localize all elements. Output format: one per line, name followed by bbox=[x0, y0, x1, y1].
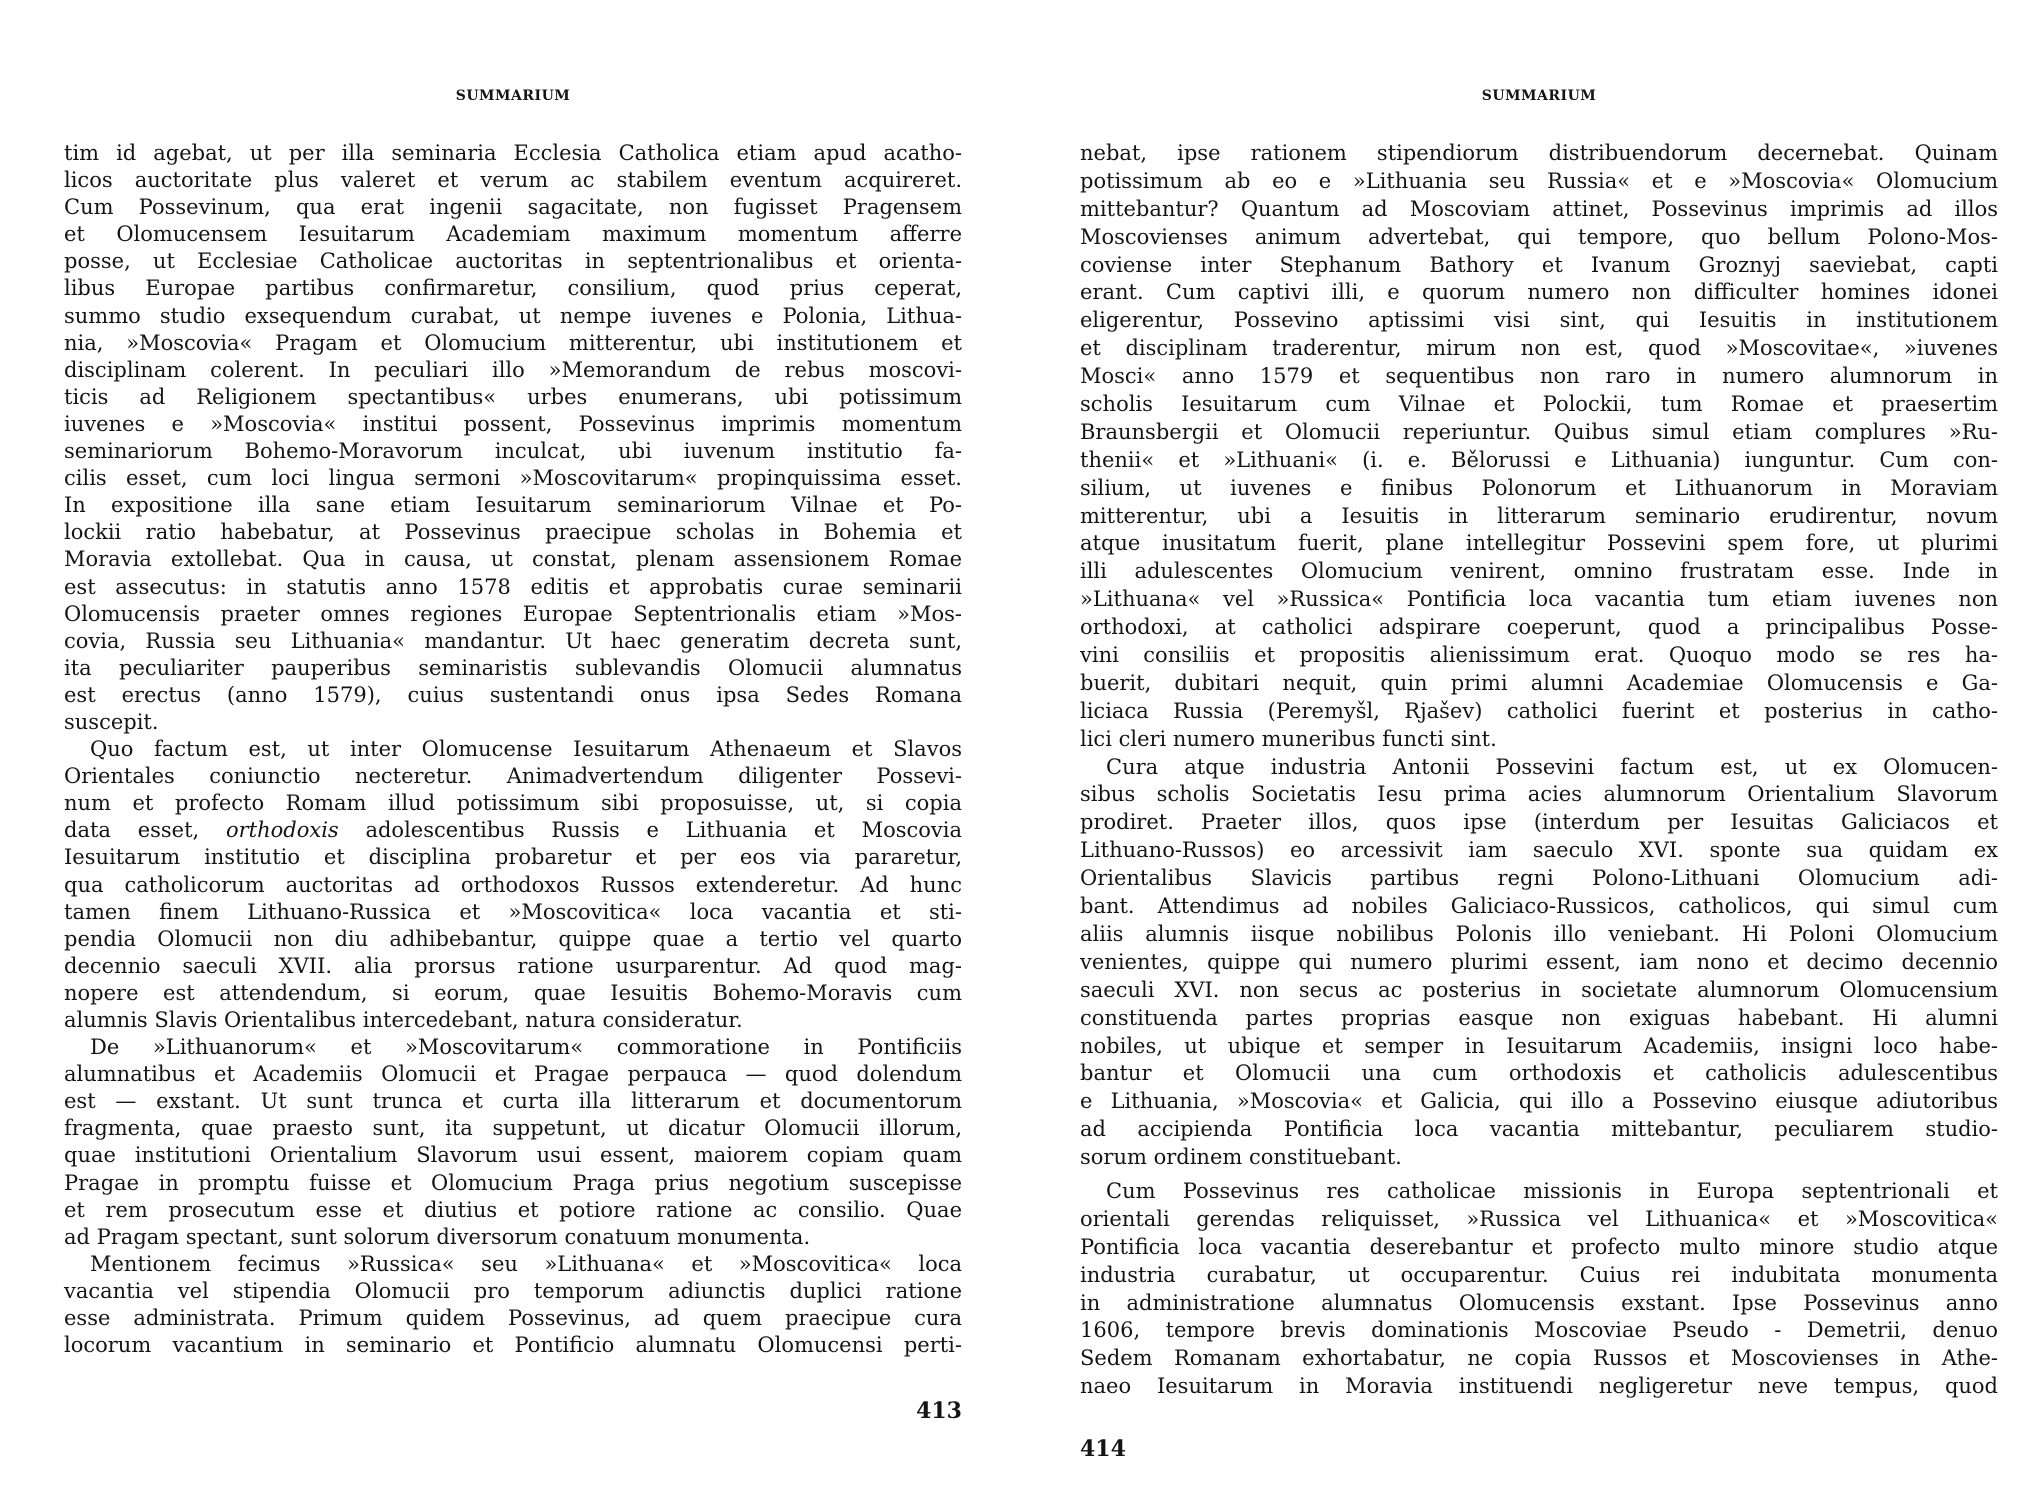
text-line: Orientalibus Slavicis partibus regni Polono-Lithuani Olomucium adi- bbox=[1080, 866, 1998, 891]
text-line: Cum Possevinus res catholicae missionis in Europa septentrionali et bbox=[1106, 1178, 1998, 1203]
text-line: industria curabatur, ut occuparentur. Cuius rei indubitata monumenta bbox=[1080, 1262, 1998, 1287]
text-line: Olomucensis praeter omnes regiones Europae Septentrionalis etiam »Mos- bbox=[64, 601, 962, 626]
text-line: constituenda partes proprias easque non exiguas habebant. Hi alumni bbox=[1080, 1005, 1998, 1030]
text-line: Moscovienses animum advertebat, qui tempore, quo bellum Polono-Mos- bbox=[1080, 224, 1998, 249]
text-line: libus Europae partibus confirmaretur, consilium, quod prius ceperat, bbox=[64, 276, 962, 301]
text-line: venientes, quippe qui numero plurimi essent, iam nono et decimo decennio bbox=[1080, 949, 1998, 974]
text-line: bantur et Olomucii una cum orthodoxis et catholicis adulescentibus bbox=[1080, 1061, 1998, 1086]
text-line: Moravia extollebat. Qua in causa, ut constat, plenam assensionem Romae bbox=[64, 547, 962, 572]
text-line: ticis ad Religionem spectantibus« urbes enumerans, ubi potissimum bbox=[64, 384, 962, 409]
text-line: Cum Possevinum, qua erat ingenii sagacitate, non fugisset Pragensem bbox=[64, 195, 962, 220]
text-segment: adolescentibus Russis e Lithuania et Moscovia bbox=[338, 818, 962, 843]
text-line: quae institutioni Orientalium Slavorum usui essent, maiorem copiam quam bbox=[64, 1143, 962, 1168]
text-line: nia, »Moscovia« Pragam et Olomucium mitterentur, ubi institutionem et bbox=[64, 330, 962, 355]
text-line: disciplinam colerent. In peculiari illo »Memorandum de rebus moscovi- bbox=[64, 357, 962, 382]
text-line: 1606, tempore brevis dominationis Moscoviae Pseudo - Demetrii, denuo bbox=[1080, 1318, 1998, 1343]
text-line: summo studio exsequendum curabat, ut nempe iuvenes e Polonia, Lithua- bbox=[64, 303, 962, 328]
text-line: licos auctoritate plus valeret et verum ac stabilem eventum acquireret. bbox=[64, 168, 962, 193]
text-line: ita peculiariter pauperibus seminaristis sublevandis Olomucii alumnatus bbox=[64, 655, 962, 680]
text-line: »Lithuana« vel »Russica« Pontificia loca vacantia tum etiam iuvenes non bbox=[1080, 587, 1998, 612]
text-line: ad accipienda Pontificia loca vacantia mittebantur, peculiarem studio- bbox=[1080, 1117, 1998, 1142]
text-line: seminariorum Bohemo-Moravorum inculcat, ubi iuvenum institutio fa- bbox=[64, 439, 962, 464]
running-head: SUMMARIUM bbox=[455, 88, 571, 104]
text-line: est assecutus: in statutis anno 1578 editis et approbatis curae seminarii bbox=[64, 574, 962, 599]
text-line: liciaca Russia (Peremyšl, Rjašev) catholici fuerint et posterius in catho- bbox=[1080, 698, 1998, 723]
text-line: Mosci« anno 1579 et sequentibus non raro in numero alumnorum in bbox=[1080, 364, 1998, 389]
page-body-text bbox=[64, 140, 962, 1359]
text-line: et Olomucensem Iesuitarum Academiam maximum momentum afferre bbox=[64, 222, 962, 247]
text-line: nopere est attendendum, si eorum, quae Iesuitis Bohemo-Moravis cum bbox=[64, 980, 962, 1005]
page-body-text bbox=[1080, 140, 1998, 1401]
text-line: Pontificia loca vacantia deserebantur et profecto multo minore studio atque bbox=[1080, 1234, 1998, 1259]
text-line: Orientales coniunctio necteretur. Animadvertendum diligenter Possevi- bbox=[64, 764, 962, 789]
text-line: mittebantur? Quantum ad Moscoviam attinet, Possevinus imprimis ad illos bbox=[1080, 196, 1998, 221]
text-line: silium, ut iuvenes e finibus Polonorum et Lithuanorum in Moraviam bbox=[1080, 475, 1998, 500]
text-line: esse administrata. Primum quidem Possevinus, ad quem praecipue cura bbox=[64, 1306, 962, 1331]
text-line: suscepit. bbox=[64, 709, 159, 734]
text-line: erant. Cum captivi illi, e quorum numero non difficulter homines idonei bbox=[1080, 280, 1998, 305]
text-line: naeo Iesuitarum in Moravia instituendi negligeretur neve tempus, quod bbox=[1080, 1374, 1998, 1399]
text-line: coviense inter Stephanum Bathory et Ivanum Groznyj saeviebat, capti bbox=[1080, 252, 1998, 277]
text-line: Pragae in promptu fuisse et Olomucium Praga prius negotium suscepisse bbox=[64, 1170, 962, 1195]
text-line: iuvenes e »Moscovia« institui possent, Possevinus imprimis momentum bbox=[64, 411, 962, 436]
text-line: In expositione illa sane etiam Iesuitarum seminariorum Vilnae et Po- bbox=[64, 493, 962, 518]
text-line: lockii ratio habebatur, at Possevinus praecipue scholas in Bohemia et bbox=[64, 520, 962, 545]
text-line: nebat, ipse rationem stipendiorum distribuendorum decernebat. Quinam bbox=[1080, 141, 1998, 165]
text-line: Sedem Romanam exhortabatur, ne copia Russos et Moscovienses in Athe- bbox=[1080, 1346, 1998, 1371]
left-page bbox=[64, 0, 962, 1500]
text-line: eligerentur, Possevino aptissimi visi sint, qui Iesuitis in institutionem bbox=[1080, 308, 1998, 333]
text-line: sibus scholis Societatis Iesu prima acies alumnorum Orientalium Slavorum bbox=[1080, 782, 1998, 807]
text-line: prodiret. Praeter illos, quos ipse (interdum per Iesuitas Galiciacos et bbox=[1080, 810, 1998, 835]
page-number: 413 bbox=[916, 1398, 962, 1424]
text-line: Lithuano-Russos) eo arcessivit iam saeculo XVI. sponte sua quidam ex bbox=[1080, 838, 1998, 863]
text-line: sorum ordinem constituebant. bbox=[1080, 1145, 1402, 1170]
text-line: Iesuitarum institutio et disciplina probaretur et per eos via pararetur, bbox=[64, 845, 962, 870]
text-line: Braunsbergii et Olomucii reperiuntur. Quibus simul etiam complures »Ru- bbox=[1080, 419, 1998, 444]
right-page bbox=[1080, 0, 1998, 1500]
text-line: pendia Olomucii non diu adhibebantur, quippe quae a tertio vel quarto bbox=[64, 926, 962, 951]
text-line: covia, Russia seu Lithuania« mandantur. Ut haec generatim decreta sunt, bbox=[64, 628, 962, 653]
text-line: Quo factum est, ut inter Olomucense Iesuitarum Athenaeum et Slavos bbox=[90, 737, 962, 762]
text-line: alumnatibus et Academiis Olomucii et Pragae perpauca — quod dolendum bbox=[64, 1062, 962, 1087]
text-line: est erectus (anno 1579), cuius sustentandi onus ipsa Sedes Romana bbox=[64, 682, 962, 707]
text-line: e Lithuania, »Moscovia« et Galicia, qui illo a Possevino eiusque adiutoribus bbox=[1080, 1089, 1998, 1114]
text-line: aliis alumnis iisque nobilibus Polonis illo veniebant. Hi Poloni Olomucium bbox=[1080, 921, 1998, 946]
text-line: tamen finem Lithuano-Russica et »Moscovitica« loca vacantia et sti- bbox=[64, 899, 962, 924]
text-line: Cura atque industria Antonii Possevini factum est, ut ex Olomucen- bbox=[1106, 754, 1998, 779]
text-line: illi adulescentes Olomucium venirent, omnino frustratam esse. Inde in bbox=[1080, 559, 1998, 584]
text-line: De »Lithuanorum« et »Moscovitarum« commoratione in Pontificiis bbox=[90, 1035, 962, 1060]
text-line: lici cleri numero muneribus functi sint. bbox=[1080, 726, 1497, 751]
text-line: thenii« et »Lithuani« (i. e. Bělorussi e Lithuania) iunguntur. Cum con- bbox=[1080, 447, 1998, 472]
text-line: posse, ut Ecclesiae Catholicae auctoritas in septentrionalibus et orienta- bbox=[64, 249, 962, 274]
text-line: tim id agebat, ut per illa seminaria Ecclesia Catholica etiam apud acatho- bbox=[64, 141, 962, 165]
text-line: buerit, dubitari nequit, quin primi alumni Academiae Olomucensis e Ga- bbox=[1080, 670, 1998, 695]
text-line: qua catholicorum auctoritas ad orthodoxos Russos extenderetur. Ad hunc bbox=[64, 872, 962, 897]
text-line: vini consiliis et propositis alienissimum erat. Quoquo modo se res ha- bbox=[1080, 643, 1998, 668]
text-line: mitterentur, ubi a Iesuitis in litterarum seminario erudirentur, novum bbox=[1080, 503, 1998, 528]
italic-word: orthodoxis bbox=[225, 818, 339, 843]
text-line: orthodoxi, at catholici adspirare coeperunt, quod a principalibus Posse- bbox=[1080, 615, 1998, 640]
text-line: nobiles, ut ubique et semper in Iesuitarum Academiis, insigni loco habe- bbox=[1080, 1033, 1998, 1058]
text-segment: data esset, bbox=[64, 818, 226, 843]
page-number: 414 bbox=[1080, 1436, 1126, 1462]
text-line: num et profecto Romam illud potissimum sibi proposuisse, ut, si copia bbox=[64, 791, 962, 816]
text-line: locorum vacantium in seminario et Pontificio alumnatu Olomucensi perti- bbox=[64, 1333, 962, 1358]
text-line: ad Pragam spectant, sunt solorum diversorum conatuum monumenta. bbox=[64, 1224, 811, 1249]
text-line: scholis Iesuitarum cum Vilnae et Polockii, tum Romae et praesertim bbox=[1080, 392, 1998, 417]
text-line: atque inusitatum fuerit, plane intellegitur Possevini spem fore, ut plurimi bbox=[1080, 531, 1998, 556]
text-line: est — exstant. Ut sunt trunca et curta illa litterarum et documentorum bbox=[64, 1089, 962, 1114]
text-line: Mentionem fecimus »Russica« seu »Lithuana« et »Moscovitica« loca bbox=[90, 1251, 962, 1276]
text-line: orientali gerendas reliquisset, »Russica vel Lithuanica« et »Moscovitica« bbox=[1080, 1206, 1998, 1231]
text-line: et rem prosecutum esse et diutius et potiore ratione ac consilio. Quae bbox=[64, 1197, 962, 1222]
text-line: in administratione alumnatus Olomucensis exstant. Ipse Possevinus anno bbox=[1080, 1290, 1998, 1315]
text-line: alumnis Slavis Orientalibus intercedebant, natura consideratur. bbox=[64, 1008, 743, 1032]
text-line: vacantia vel stipendia Olomucii pro temporum adiunctis duplici ratione bbox=[64, 1278, 962, 1303]
text-line bbox=[64, 817, 962, 844]
text-line: cilis esset, cum loci lingua sermoni »Moscovitarum« propinquissima esset. bbox=[64, 466, 962, 491]
text-line: et disciplinam traderentur, mirum non est, quod »Moscovitae«, »iuvenes bbox=[1080, 336, 1998, 361]
text-line: fragmenta, quae praesto sunt, ita suppetunt, ut dicatur Olomucii illorum, bbox=[64, 1116, 962, 1141]
text-line: potissimum ab eo e »Lithuania seu Russia« et e »Moscovia« Olomucium bbox=[1080, 168, 1998, 193]
text-line: bant. Attendimus ad nobiles Galiciaco-Russicos, catholicos, qui simul cum bbox=[1080, 894, 1998, 919]
text-line: saeculi XVI. non secus ac posterius in societate alumnorum Olomucensium bbox=[1080, 977, 1998, 1002]
running-head: SUMMARIUM bbox=[1481, 88, 1597, 104]
text-line: decennio saeculi XVII. alia prorsus ratione usurparentur. Ad quod mag- bbox=[64, 953, 962, 978]
